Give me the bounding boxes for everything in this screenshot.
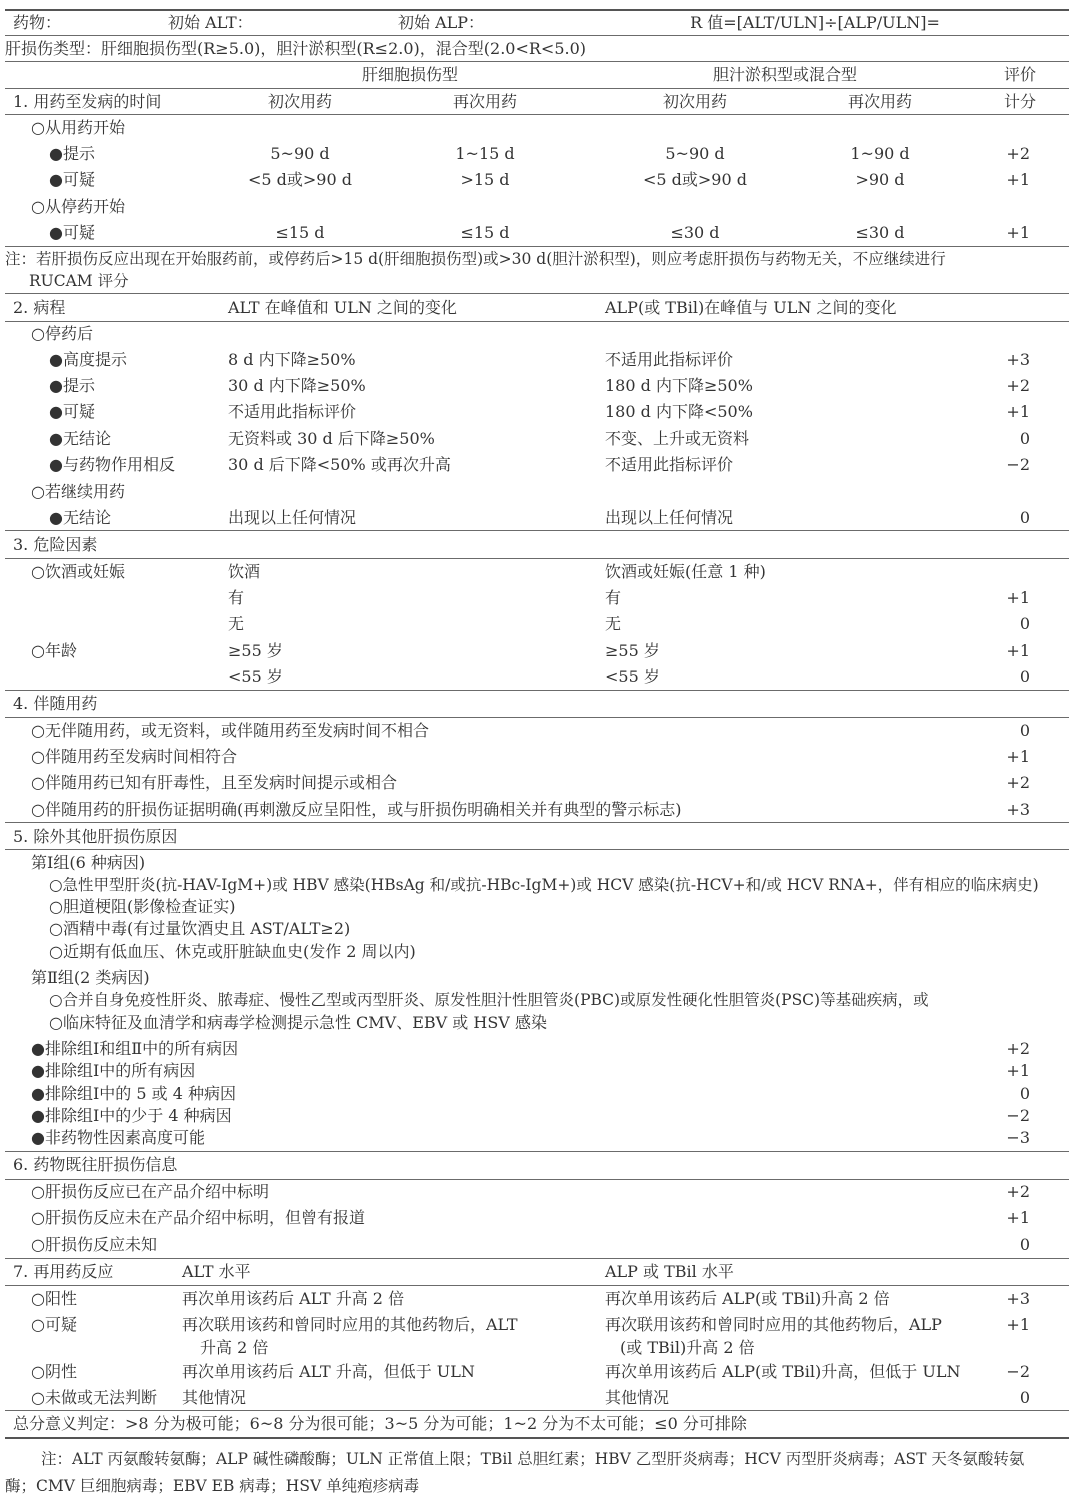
rule [5, 1151, 1069, 1152]
col-score-bottom: 计分 [1003, 92, 1036, 111]
col-score-top: 评价 [1003, 65, 1036, 84]
row-label: ○伴随用药的肝损伤证据明确(再刺激反应呈阳性，或与肝损伤明确相关并有典型的警示标志) [31, 800, 682, 819]
sub-first-use-hep: 初次用药 [267, 92, 332, 111]
score: 0 [1019, 1235, 1030, 1254]
row-label: ●无结论 [49, 508, 111, 527]
table-top-rule [5, 9, 1069, 11]
score: +2 [1006, 376, 1030, 395]
cell: <5 d或>90 d [247, 170, 352, 189]
cell: 不变、上升或无资料 [605, 429, 750, 448]
row-label: ●排除组Ⅰ和组Ⅱ中的所有病因 [31, 1039, 239, 1058]
cell: >15 d [460, 170, 510, 189]
cell: 5~90 d [665, 144, 725, 163]
rule [5, 35, 1069, 36]
rule [5, 822, 1069, 823]
score: +2 [1006, 1039, 1030, 1058]
score: −2 [1006, 455, 1030, 474]
row-label: ○饮酒或妊娠 [31, 562, 125, 581]
cell: 再次联用该药和曾同时应用的其他药物后，ALP [605, 1315, 942, 1334]
rule [5, 717, 1069, 718]
cell: 无资料或 30 d 后下降≥50% [228, 429, 435, 448]
cell: ≥55 岁 [228, 641, 283, 660]
row-label: ○阳性 [31, 1289, 77, 1308]
cell: <55 岁 [228, 667, 283, 686]
footnote-abbreviations-cont: 酶；CMV 巨细胞病毒；EBV EB 病毒；HSV 单纯疱疹病毒 [5, 1477, 420, 1495]
sub-second-use-hep: 再次用药 [452, 92, 517, 111]
score: 0 [1019, 721, 1030, 740]
cell: 再次单用该药后 ALP(或 TBil)升高，但低于 ULN [605, 1362, 961, 1381]
row-label: ○阴性 [31, 1362, 77, 1381]
cell: ≤15 d [275, 223, 325, 242]
cell: 饮酒 [228, 562, 261, 581]
r-value-formula: R 值=[ALT/ULN]÷[ALP/ULN]= [690, 13, 940, 32]
row-label: ●与药物作用相反 [49, 455, 175, 474]
score: +3 [1006, 1289, 1030, 1308]
rule [5, 61, 1069, 62]
row-label: ●提示 [49, 376, 95, 395]
group-1-item: ○胆道梗阻(影像检查证实) [49, 897, 236, 916]
cell: >90 d [855, 170, 905, 189]
cell: <55 岁 [605, 667, 660, 686]
cell: ≤30 d [855, 223, 905, 242]
row-label: ○停药后 [31, 324, 93, 343]
row-label: ○伴随用药至发病时间相符合 [31, 747, 237, 766]
cell: 无 [228, 614, 245, 633]
section-1-note: 注：若肝损伤反应出现在开始服药前，或停药后>15 d(肝细胞损伤型)或>30 d(胆汁淤积型)，则应考虑肝损伤与药物无关，不应继续进行 [5, 250, 946, 268]
section-4-title: 4. 伴随用药 [13, 694, 98, 713]
group-1-item: ○近期有低血压、休克或肝脏缺血史(发作 2 周以内) [49, 942, 416, 961]
row-label: ●可疑 [49, 170, 95, 189]
row-label: ●提示 [49, 144, 95, 163]
row-label: ○伴随用药已知有肝毒性，且至发病时间提示或相合 [31, 773, 397, 792]
section-2-title: 2. 病程 [13, 298, 66, 317]
row-label: ●高度提示 [49, 350, 127, 369]
total-score-interpretation: 总分意义判定：>8 分为极可能；6~8 分为很可能；3~5 分为可能；1~2 分为不太可能；≤0 分可排除 [13, 1414, 747, 1433]
cell-cont: 升高 2 倍 [200, 1338, 269, 1357]
cell: 其他情况 [182, 1388, 247, 1407]
cell: 再次联用该药和曾同时应用的其他药物后，ALT [182, 1315, 518, 1334]
cell: <5 d或>90 d [642, 170, 747, 189]
rule [5, 690, 1069, 691]
rule [5, 1179, 1069, 1180]
row-label: ●可疑 [49, 402, 95, 421]
cell: 饮酒或妊娠(任意 1 种) [605, 562, 766, 581]
row-label: ●排除组Ⅰ中的 5 或 4 种病因 [31, 1084, 236, 1103]
footnote-abbreviations: 注：ALT 丙氨酸转氨酶；ALP 碱性磷酸酶；ULN 正常值上限；TBil 总胆红素；HBV 乙型肝炎病毒；HCV 丙型肝炎病毒；AST 天冬氨酸转氨 [41, 1450, 1025, 1468]
score: +1 [1006, 1208, 1030, 1227]
row-label: ○从用药开始 [31, 118, 125, 137]
cell: 再次单用该药后 ALT 升高，但低于 ULN [182, 1362, 475, 1381]
cell: 有 [605, 588, 622, 607]
cell: 1~90 d [850, 144, 910, 163]
rule [5, 849, 1069, 850]
cell: 1~15 d [455, 144, 515, 163]
score: +1 [1006, 588, 1030, 607]
cell: 30 d 后下降<50% 或再次升高 [228, 455, 451, 474]
group-1-title: 第Ⅰ组(6 种病因) [31, 853, 146, 872]
col-alp-change: ALP(或 TBil)在峰值与 ULN 之间的变化 [605, 298, 897, 317]
score: −2 [1006, 1362, 1030, 1381]
score: +2 [1006, 1182, 1030, 1201]
cell: ≥55 岁 [605, 641, 660, 660]
section-3-title: 3. 危险因素 [13, 535, 98, 554]
score: 0 [1019, 1084, 1030, 1103]
score: 0 [1019, 1388, 1030, 1407]
cell: 无 [605, 614, 622, 633]
cell: 有 [228, 588, 245, 607]
row-label: ●可疑 [49, 223, 95, 242]
score: +1 [1006, 170, 1030, 189]
cell: 180 d 内下降<50% [605, 402, 753, 421]
cell: ≤30 d [670, 223, 720, 242]
score: +1 [1006, 1315, 1030, 1334]
score: 0 [1019, 508, 1030, 527]
initial-alp-label: 初始 ALP： [398, 13, 485, 32]
section-5-title: 5. 除外其他肝损伤原因 [13, 827, 178, 846]
row-label: ○肝损伤反应未在产品介绍中标明，但曾有报道 [31, 1208, 365, 1227]
rule [5, 1285, 1069, 1286]
cell: 180 d 内下降≥50% [605, 376, 753, 395]
cell: 不适用此指标评价 [605, 455, 734, 474]
score: +1 [1006, 223, 1030, 242]
cell: 30 d 内下降≥50% [228, 376, 366, 395]
row-label: ○可疑 [31, 1315, 77, 1334]
cell: 8 d 内下降≥50% [228, 350, 356, 369]
group-1-item: ○急性甲型肝炎(抗-HAV-IgM+)或 HBV 感染(HBsAg 和/或抗-HBc-IgM+)或 HCV 感染(抗-HCV+和/或 HCV RNA+，伴有相应的临床病史) [49, 876, 1039, 894]
group-2-item: ○合并自身免疫性肝炎、脓毒症、慢性乙型或丙型肝炎、原发性胆汁性胆管炎(PBC)或原发性硬化性胆管炎(PSC)等基础疾病，或 [49, 991, 929, 1009]
row-label: ○从停药开始 [31, 197, 125, 216]
drug-label: 药物： [13, 13, 62, 32]
score: −2 [1006, 1106, 1030, 1125]
section-1-note-cont: RUCAM 评分 [29, 272, 129, 290]
table-bottom-rule [5, 1437, 1069, 1439]
rule [5, 114, 1069, 115]
score: +1 [1006, 402, 1030, 421]
score: +1 [1006, 641, 1030, 660]
score: +2 [1006, 773, 1030, 792]
row-label: ○年龄 [31, 641, 77, 660]
cell: 出现以上任何情况 [228, 508, 357, 527]
cell: ≤15 d [460, 223, 510, 242]
rule [5, 558, 1069, 559]
section-6-title: 6. 药物既往肝损伤信息 [13, 1155, 178, 1174]
score: +1 [1006, 747, 1030, 766]
col-alt-level: ALT 水平 [182, 1262, 251, 1281]
score: 0 [1019, 667, 1030, 686]
rule [5, 530, 1069, 531]
col-alt-change: ALT 在峰值和 ULN 之间的变化 [228, 298, 457, 317]
group-2-item: ○临床特征及血清学和病毒学检测提示急性 CMV、EBV 或 HSV 感染 [49, 1013, 547, 1032]
cell: 再次单用该药后 ALP(或 TBil)升高 2 倍 [605, 1289, 890, 1308]
score: +3 [1006, 800, 1030, 819]
rule [5, 321, 1069, 322]
row-label: ●无结论 [49, 429, 111, 448]
row-label: ○肝损伤反应未知 [31, 1235, 157, 1254]
col-cholestatic-mixed: 胆汁淤积型或混合型 [712, 65, 857, 84]
cell: 不适用此指标评价 [605, 350, 734, 369]
score: 0 [1019, 614, 1030, 633]
rule [5, 88, 1069, 89]
row-label: ○若继续用药 [31, 482, 125, 501]
score: −3 [1006, 1128, 1030, 1147]
section-1-title: 1. 用药至发病的时间 [13, 92, 162, 111]
rule [5, 246, 1069, 247]
cell-cont: (或 TBil)升高 2 倍 [620, 1338, 755, 1357]
cell: 其他情况 [605, 1388, 670, 1407]
sub-first-use-chol: 初次用药 [662, 92, 727, 111]
score: +1 [1006, 1061, 1030, 1080]
row-label: ○肝损伤反应已在产品介绍中标明 [31, 1182, 269, 1201]
group-2-title: 第Ⅱ组(2 类病因) [31, 968, 150, 987]
cell: 出现以上任何情况 [605, 508, 734, 527]
score: 0 [1019, 429, 1030, 448]
section-7-title: 7. 再用药反应 [13, 1262, 114, 1281]
rule [5, 1410, 1069, 1411]
cell: 不适用此指标评价 [228, 402, 357, 421]
col-alp-level: ALP 或 TBil 水平 [605, 1262, 734, 1281]
score: +2 [1006, 144, 1030, 163]
row-label: ○未做或无法判断 [31, 1388, 157, 1407]
score: +3 [1006, 350, 1030, 369]
row-label: ○无伴随用药，或无资料，或伴随用药至发病时间不相合 [31, 721, 429, 740]
row-label: ●排除组Ⅰ中的所有病因 [31, 1061, 196, 1080]
row-label: ●排除组Ⅰ中的少于 4 种病因 [31, 1106, 232, 1125]
cell: 再次单用该药后 ALT 升高 2 倍 [182, 1289, 405, 1308]
row-label: ●非药物性因素高度可能 [31, 1128, 205, 1147]
group-1-item: ○酒精中毒(有过量饮酒史且 AST/ALT≥2) [49, 919, 351, 938]
sub-second-use-chol: 再次用药 [847, 92, 912, 111]
cell: 5~90 d [270, 144, 330, 163]
rule [5, 293, 1069, 294]
initial-alt-label: 初始 ALT： [168, 13, 253, 32]
injury-type-definition: 肝损伤类型：肝细胞损伤型(R≥5.0)，胆汁淤积型(R≤2.0)，混合型(2.0<R<5.0) [5, 39, 587, 58]
rule [5, 1258, 1069, 1259]
col-hepatocellular: 肝细胞损伤型 [361, 65, 458, 84]
